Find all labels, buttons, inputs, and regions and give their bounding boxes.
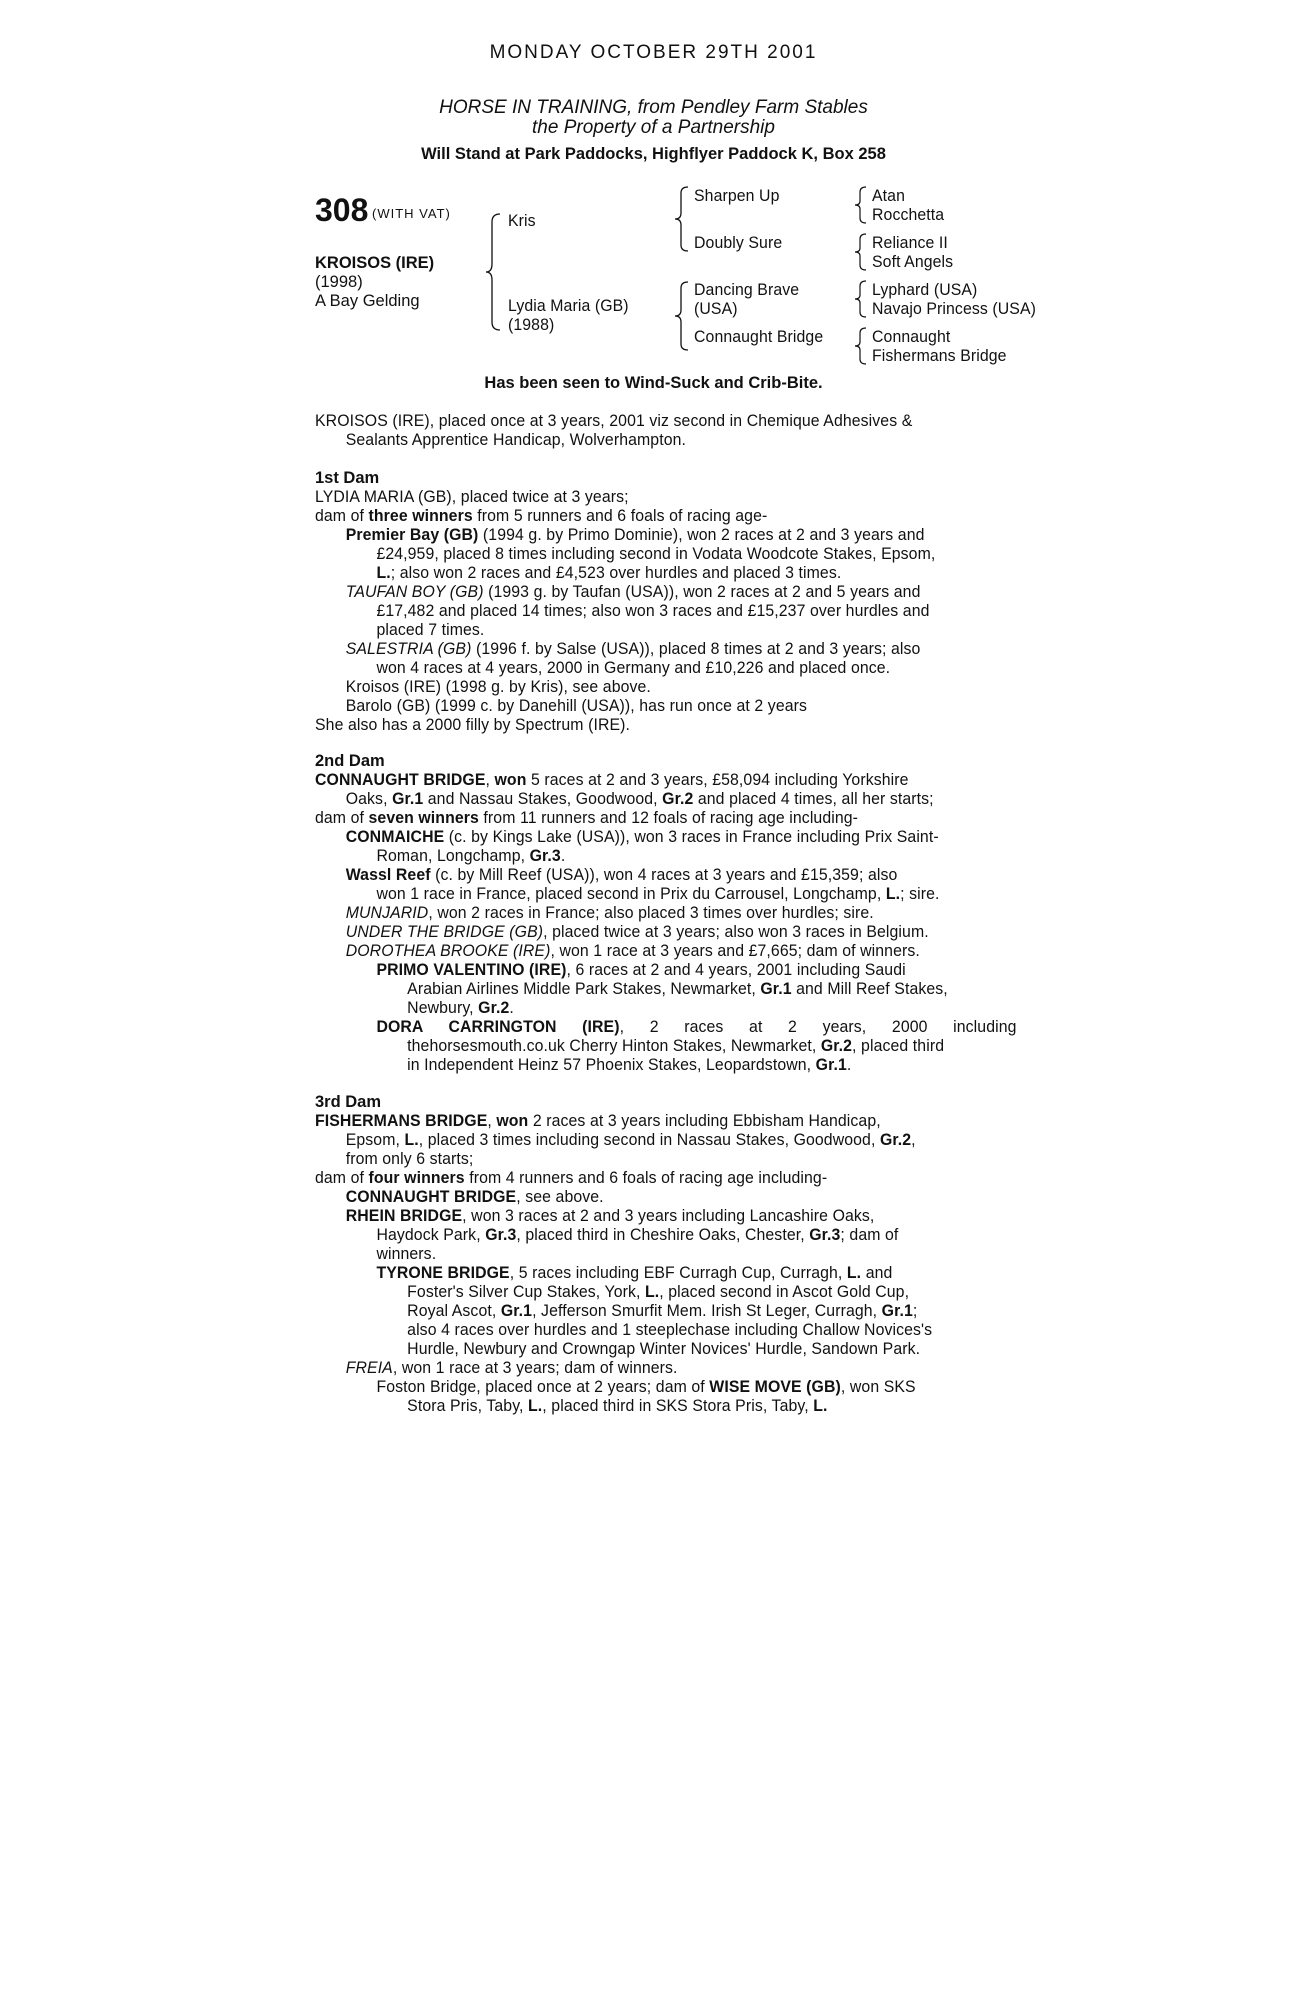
text: , placed 3 times including second in Nassau Stakes, Goodwood, (418, 1131, 880, 1149)
produce-line (315, 1207, 968, 1226)
text: Oaks, (345, 790, 393, 808)
text: won (494, 771, 527, 789)
produce-line: £17,482 and placed 14 times; also won 3 races and £15,237 over hurdles and (376, 602, 930, 620)
text: L. (885, 885, 901, 903)
produce-line (315, 923, 968, 942)
text: , (485, 771, 495, 789)
pedigree-sdd: Soft Angels (872, 253, 954, 271)
text: ; dam of (840, 1226, 899, 1244)
text: ; also won 2 races and £4,523 over hurdles and placed 3 times. (390, 564, 842, 582)
pedigree-sire-dam: Doubly Sure (694, 234, 783, 252)
text: Gr.1 (392, 790, 424, 808)
text: UNDER THE BRIDGE (GB) (345, 923, 544, 941)
text: , placed second in Ascot Gold Cup, (659, 1283, 910, 1301)
first-dam-heading: 1st Dam (315, 469, 380, 487)
pedigree-brace-sd (852, 232, 870, 272)
pedigree-brace-main (484, 212, 504, 332)
text: 2 races at 3 years including Ebbisham Handicap, (528, 1112, 881, 1130)
pedigree-dsd: Navajo Princess (USA) (872, 300, 1036, 318)
text: (1996 f. by Salse (USA)), placed 8 times at 2 and 3 years; also (471, 640, 921, 658)
text: (1993 g. by Taufan (USA)), won 2 races at 2 and 5 years and (483, 583, 921, 601)
pedigree-dam-dam: Connaught Bridge (694, 328, 824, 346)
produce-line (315, 1056, 968, 1075)
produce-line (315, 1037, 968, 1056)
pedigree-sds: Reliance II (872, 234, 948, 252)
text: CONMAICHE (345, 828, 445, 846)
text: Gr.3 (529, 847, 561, 865)
produce-line: Kroisos (IRE) (1998 g. by Kris), see above. (345, 678, 651, 696)
pedigree-dam: Lydia Maria (GB) (508, 297, 629, 315)
text: from 5 runners and 6 foals of racing age- (472, 507, 768, 525)
pedigree-brace-dd (852, 326, 870, 366)
pedigree-sire-sire: Sharpen Up (694, 187, 780, 205)
pedigree-dam-sire-country: (USA) (694, 300, 738, 318)
produce-line (315, 885, 968, 904)
produce-line (315, 1359, 968, 1378)
text: Gr.2 (662, 790, 694, 808)
text: , won 2 races in France; also placed 3 times over hurdles; sire. (428, 904, 874, 922)
text: , (911, 1131, 916, 1149)
pedigree-ddd: Fishermans Bridge (872, 347, 1007, 365)
text: thehorsesmouth.co.uk Cherry Hinton Stakes, Newmarket, (407, 1037, 821, 1055)
third-dam-line (315, 1169, 968, 1188)
produce-line (315, 980, 968, 999)
pedigree-dam-sire: Dancing Brave (694, 281, 800, 299)
stand-location: Will Stand at Park Paddocks, Highflyer Paddock K, Box 258 (421, 145, 886, 163)
text: Royal Ascot, (407, 1302, 501, 1320)
produce-line: won 4 races at 4 years, 2000 in Germany and £10,226 and placed once. (376, 659, 891, 677)
produce-line (315, 847, 968, 866)
text: Gr.2 (879, 1131, 912, 1149)
text: Foston Bridge, placed once at 2 years; dam of (376, 1378, 710, 1396)
text: , see above. (516, 1188, 604, 1206)
text: ; (912, 1302, 918, 1320)
text: , (487, 1112, 497, 1130)
text: . (560, 847, 566, 865)
text: Foster's Silver Cup Stakes, York, (407, 1283, 645, 1301)
text: Gr.1 (760, 980, 792, 998)
text: TYRONE BRIDGE (376, 1264, 510, 1282)
text: L. (813, 1397, 828, 1415)
text: L. (528, 1397, 543, 1415)
text: CONNAUGHT BRIDGE (315, 771, 486, 789)
produce-line (315, 961, 968, 980)
text: Gr.1 (881, 1302, 913, 1320)
pedigree-sire: Kris (508, 212, 536, 230)
pedigree-dds: Connaught (872, 328, 951, 346)
text: Gr.3 (485, 1226, 517, 1244)
text: , won 3 races at 2 and 3 years including Lancashire Oaks, (462, 1207, 875, 1225)
pedigree-sss: Atan (872, 187, 905, 205)
horse-description: A Bay Gelding (315, 292, 420, 310)
produce-line (315, 1264, 968, 1283)
text: seven winners (368, 809, 479, 827)
text: four winners (368, 1169, 465, 1187)
text: dam of (315, 809, 369, 827)
text: three winners (368, 507, 473, 525)
foaling-year: (1998) (315, 273, 363, 291)
text: and Nassau Stakes, Goodwood, (423, 790, 663, 808)
text: , won SKS (840, 1378, 916, 1396)
text: (1994 g. by Primo Dominie), won 2 races at 2 and 3 years and (478, 526, 925, 544)
text: Haydock Park, (376, 1226, 486, 1244)
produce-line (315, 640, 968, 659)
text: Wassl Reef (345, 866, 431, 884)
text: dam of (315, 507, 369, 525)
lot-number: 308 (315, 192, 369, 228)
produce-line (315, 904, 968, 923)
text: , 2 races at 2 years, 2000 including (619, 1018, 1017, 1036)
text: and placed 4 times, all her starts; (693, 790, 934, 808)
text: 5 races at 2 and 3 years, £58,094 including Yorkshire (526, 771, 909, 789)
third-dam-line: from only 6 starts; (345, 1150, 474, 1168)
pedigree-dss: Lyphard (USA) (872, 281, 978, 299)
third-dam-line (315, 1131, 968, 1150)
text: , Jefferson Smurfit Mem. Irish St Leger, Curragh, (532, 1302, 882, 1320)
text: Gr.1 (500, 1302, 533, 1320)
sale-date: MONDAY OCTOBER 29TH 2001 (489, 42, 818, 63)
third-dam-section (315, 1112, 968, 1416)
pedigree-brace-ds (852, 279, 870, 319)
produce-line (315, 1378, 968, 1397)
text: L. (404, 1131, 419, 1149)
text: Gr.2 (478, 999, 510, 1017)
text: . (846, 1056, 852, 1074)
produce-line (315, 1188, 968, 1207)
text: in Independent Heinz 57 Phoenix Stakes, Leopardstown, (407, 1056, 816, 1074)
pedigree-dam-year: (1988) (508, 316, 555, 334)
produce-line (315, 1018, 1017, 1037)
produce-line: Barolo (GB) (1999 c. by Danehill (USA)), has run once at 2 years (345, 697, 808, 715)
text: FREIA (345, 1359, 393, 1377)
text: , placed twice at 3 years; also won 3 races in Belgium. (543, 923, 929, 941)
text: PRIMO VALENTINO (IRE) (376, 961, 567, 979)
produce-line (315, 583, 968, 602)
vice-note: Has been seen to Wind-Suck and Crib-Bite. (484, 374, 823, 392)
first-dam-line (315, 507, 968, 526)
text: from 4 runners and 6 foals of racing age including- (464, 1169, 828, 1187)
produce-line (315, 866, 968, 885)
text: TAUFAN BOY (GB) (345, 583, 484, 601)
text: RHEIN BRIDGE (345, 1207, 463, 1225)
produce-line: £24,959, placed 8 times including second in Vodata Woodcote Stakes, Epsom, (376, 545, 936, 563)
second-dam-line (315, 771, 968, 790)
text: (c. by Mill Reef (USA)), won 4 races at 3 years and £15,359; also (430, 866, 898, 884)
text: dam of (315, 1169, 369, 1187)
second-dam-section (315, 771, 1017, 1075)
text: Gr.2 (820, 1037, 853, 1055)
first-dam-section (315, 488, 968, 735)
text: Epsom, (345, 1131, 405, 1149)
text: Arabian Airlines Middle Park Stakes, Newmarket, (407, 980, 761, 998)
text: , placed third (852, 1037, 945, 1055)
second-dam-line (315, 809, 968, 828)
text: L. (376, 564, 391, 582)
text: , 6 races at 2 and 4 years, 2001 including Saudi (566, 961, 906, 979)
lot-subheading: the Property of a Partnership (532, 117, 775, 138)
text: from 11 runners and 12 foals of racing age including- (478, 809, 859, 827)
text: Stora Pris, Taby, (407, 1397, 529, 1415)
third-dam-heading: 3rd Dam (315, 1093, 382, 1111)
text: , placed third in SKS Stora Pris, Taby, (542, 1397, 814, 1415)
produce-line (315, 564, 968, 583)
text: WISE MOVE (GB) (709, 1378, 841, 1396)
produce-line: also 4 races over hurdles and 1 steeplechase including Challow Novices's (407, 1321, 933, 1339)
text: and (861, 1264, 893, 1282)
text: CONNAUGHT BRIDGE (345, 1188, 517, 1206)
text: won 1 race in France, placed second in Prix du Carrousel, Longchamp, (376, 885, 886, 903)
text: FISHERMANS BRIDGE (315, 1112, 488, 1130)
text: won (496, 1112, 529, 1130)
pedigree-brace-sire (672, 185, 692, 253)
produce-line (315, 828, 968, 847)
produce-line: Hurdle, Newbury and Crowngap Winter Novices' Hurdle, Sandown Park. (407, 1340, 921, 1358)
produce-line (315, 1226, 968, 1245)
produce-line: placed 7 times. (376, 621, 485, 639)
pedigree-brace-dam (672, 280, 692, 352)
second-dam-heading: 2nd Dam (315, 752, 385, 770)
text: , placed third in Cheshire Oaks, Chester, (516, 1226, 810, 1244)
horse-name: KROISOS (IRE) (315, 254, 435, 272)
text: Newbury, (407, 999, 479, 1017)
vat-note: (WITH VAT) (372, 206, 451, 221)
lot-heading: HORSE IN TRAINING, from Pendley Farm Stables (439, 97, 868, 118)
pedigree-brace-ss (852, 185, 870, 225)
text: and Mill Reef Stakes, (791, 980, 948, 998)
produce-line (315, 999, 968, 1018)
text: , won 1 race at 3 years; dam of winners. (392, 1359, 678, 1377)
text: DORA CARRINGTON (IRE) (376, 1018, 620, 1036)
text: Gr.3 (809, 1226, 841, 1244)
produce-line: winners. (376, 1245, 437, 1263)
text: ; sire. (900, 885, 940, 903)
text: DOROTHEA BROOKE (IRE) (345, 942, 551, 960)
produce-line (315, 1397, 968, 1416)
text: L. (846, 1264, 862, 1282)
produce-line (315, 942, 968, 961)
text: (c. by Kings Lake (USA)), won 3 races in France including Prix Saint- (444, 828, 939, 846)
text: Gr.1 (815, 1056, 847, 1074)
produce-line (315, 526, 968, 545)
text: MUNJARID (345, 904, 429, 922)
text: SALESTRIA (GB) (345, 640, 472, 658)
horse-record (315, 412, 968, 450)
text: . (509, 999, 514, 1017)
text: Roman, Longchamp, (376, 847, 530, 865)
text: L. (644, 1283, 660, 1301)
second-dam-line (315, 790, 968, 809)
first-dam-line: LYDIA MARIA (GB), placed twice at 3 years; (315, 488, 629, 506)
text: Premier Bay (GB) (345, 526, 479, 544)
third-dam-line (315, 1112, 968, 1131)
produce-line (315, 1302, 968, 1321)
text: , won 1 race at 3 years and £7,665; dam of winners. (550, 942, 920, 960)
first-dam-line: She also has a 2000 filly by Spectrum (IRE). (315, 716, 631, 734)
horse-record-line: KROISOS (IRE), placed once at 3 years, 2001 viz second in Chemique Adhesives & (315, 412, 913, 430)
text: , 5 races including EBF Curragh Cup, Curragh, (509, 1264, 847, 1282)
pedigree-ssd: Rocchetta (872, 206, 945, 224)
horse-record-line: Sealants Apprentice Handicap, Wolverhampton. (345, 431, 687, 449)
produce-line (315, 1283, 968, 1302)
